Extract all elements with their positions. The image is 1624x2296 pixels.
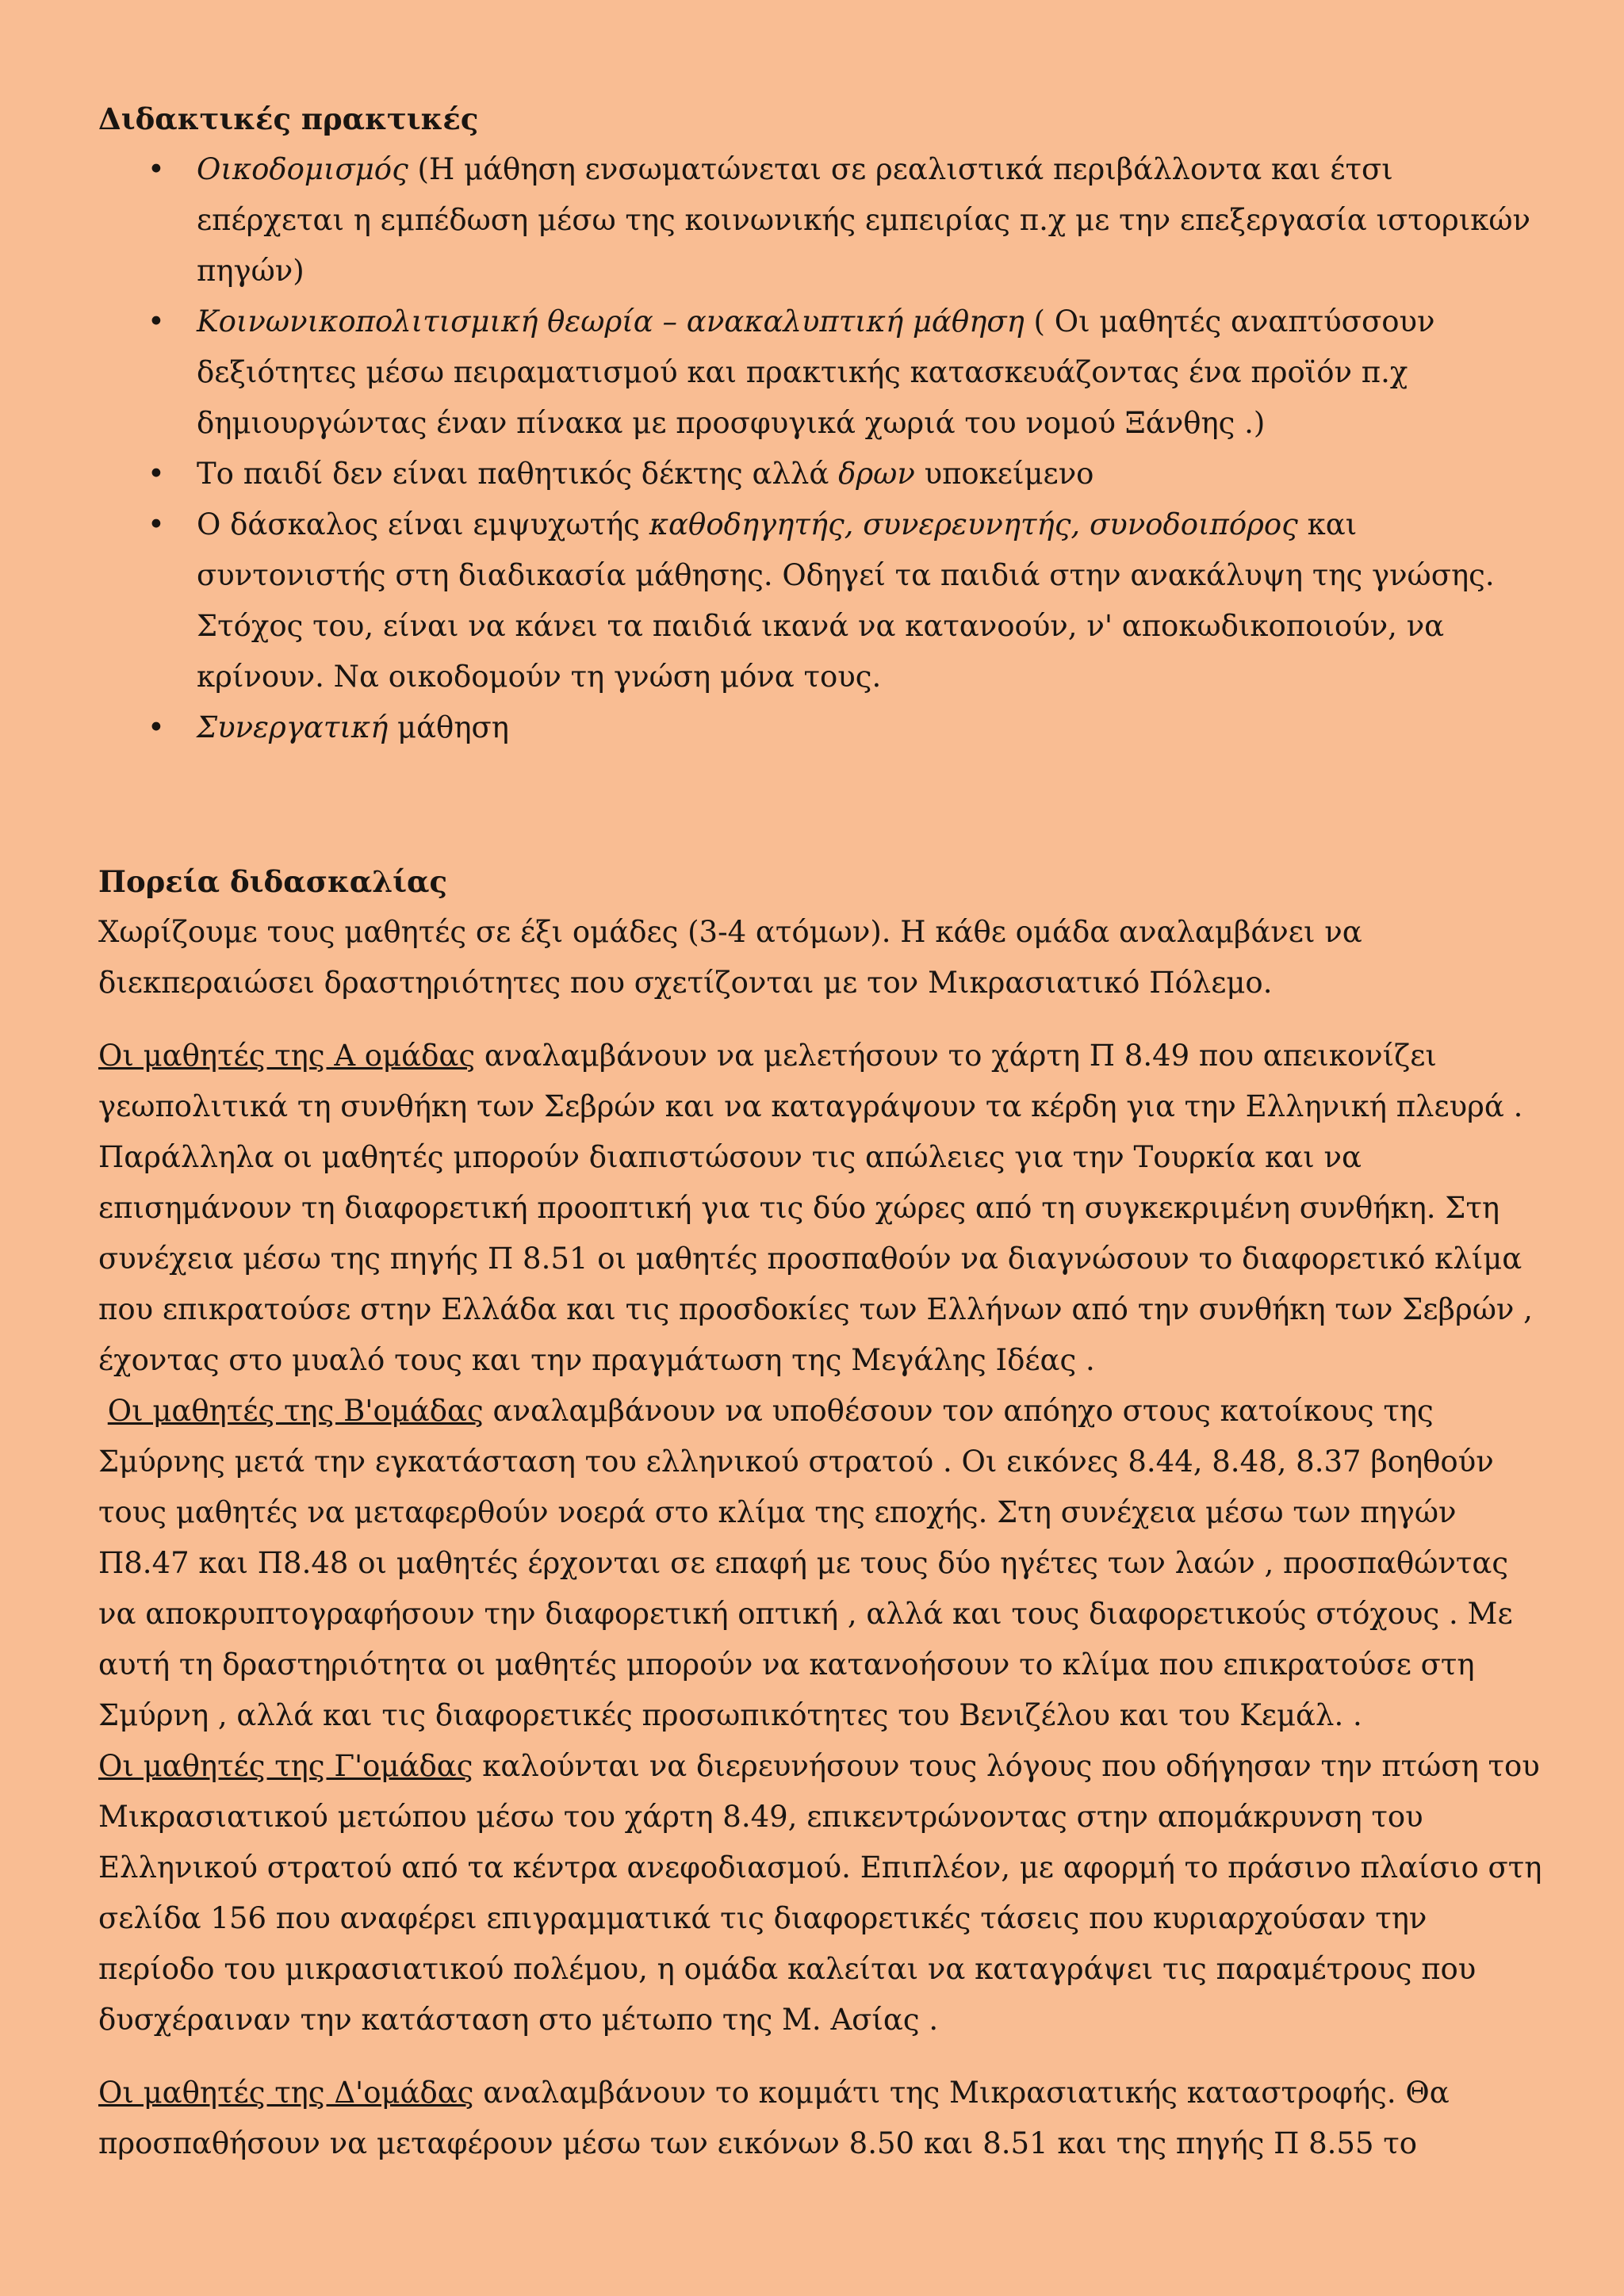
list-item: • Οικοδομισμός (Η μάθηση ενσωματώνεται σε ρεαλιστικά περιβάλλοντα και έτσι επέρχεται η εμπέδωση μέσω της κοινωνικής εμπειρίας π.χ με την επεξεργασία ιστορικών πηγών) [197, 144, 1549, 297]
intro-paragraph: Χωρίζουμε τους μαθητές σε έξι ομάδες (3-4 ατόμων). Η κάθε ομάδα αναλαμβάνει να διεκπεραιώσει δραστηριότητες που σχετίζονται με τον Μικρασιατικό Πόλεμο. [98, 915, 1362, 1000]
document-page [98, 94, 1549, 2169]
list-item: • Ο δάσκαλος είναι εμψυχωτής καθοδηγητής, συνερευνητής, συνοδοιπόρος και συντονιστής στη διαδικασία μάθησης. Οδηγεί τα παιδιά στην ανακάλυψη της γνώσης. Στόχος του, είναι να κάνει τα παιδιά ικανά να κατανοούν, ν' αποκωδικοποιούν, να κρίνουν. Να οικοδομούν τη γνώση μόνα τους. [197, 499, 1549, 702]
list-item: • Συνεργατική μάθηση [197, 702, 1549, 753]
section-title-teaching-course: Πορεία διδασκαλίας [98, 864, 448, 899]
teaching-practices-list [98, 144, 1549, 753]
section-title-teaching-practices: Διδακτικές πρακτικές [98, 101, 479, 136]
list-item: • Το παιδί δεν είναι παθητικός δέκτης αλλά δρων υποκείμενο [197, 449, 1549, 499]
group-a-paragraph: Οι μαθητές της Α ομάδας αναλαμβάνουν να μελετήσουν το χάρτη Π 8.49 που απεικονίζει γεωπολιτικά τη συνθήκη των Σεβρών και να καταγράψουν τα κέρδη για την Ελληνική πλευρά . Παράλληλα οι μαθητές μπορούν διαπιστώσουν τις απώλειες για την Τουρκία και να επισημάνουν τη διαφορετική προοπτική για τις δύο χώρες από τη συγκεκριμένη συνθήκη. Στη συνέχεια μέσω της πηγής Π 8.51 οι μαθητές προσπαθούν να διαγνώσουν το διαφορετικό κλίμα που επικρατούσε στην Ελλάδα και τις προσδοκίες των Ελλήνων από την συνθήκη των Σεβρών , έχοντας στο μυαλό τους και την πραγμάτωση της Μεγάλης Ιδέας . [98, 1039, 1533, 1377]
group-c-label: Οι μαθητές της Γ'ομάδας [98, 1749, 473, 1783]
group-b-paragraph: Οι μαθητές της Β'ομάδας αναλαμβάνουν να υποθέσουν τον απόηχο στους κατοίκους της Σμύρνης μετά την εγκατάσταση του ελληνικού στρατού . Οι εικόνες 8.44, 8.48, 8.37 βοηθούν τους μαθητές να μεταφερθούν νοερά στο κλίμα της εποχής. Στη συνέχεια μέσω των πηγών Π8.47 και Π8.48 οι μαθητές έρχονται σε επαφή με τους δύο ηγέτες των λαών , προσπαθώντας να αποκρυπτογραφήσουν την διαφορετική οπτική , αλλά και τους διαφορετικούς στόχους . Με αυτή τη δραστηριότητα οι μαθητές μπορούν να κατανοήσουν το κλίμα που επικρατούσε στη Σμύρνη , αλλά και τις διαφορετικές προσωπικότητες του Βενιζέλου και του Κεμάλ. . [98, 1394, 1513, 1732]
list-item: • Κοινωνικοπολιτισμική θεωρία – ανακαλυπτική μάθηση ( Οι μαθητές αναπτύσσουν δεξιότητες μέσω πειραματισμού και πρακτικής κατασκευάζοντας ένα προϊόν π.χ δημιουργώντας έναν πίνακα με προσφυγικά χωριά του νομού Ξάνθης .) [197, 297, 1549, 449]
group-a-label: Οι μαθητές της Α ομάδας [98, 1039, 476, 1073]
group-b-label: Οι μαθητές της Β'ομάδας [107, 1394, 484, 1428]
group-d-paragraph: Οι μαθητές της Δ'ομάδας αναλαμβάνουν το κομμάτι της Μικρασιατικής καταστροφής. Θα προσπαθήσουν να μεταφέρουν μέσω των εικόνων 8.50 και 8.51 και της πηγής Π 8.55 το [98, 2076, 1450, 2160]
group-d-label: Οι μαθητές της Δ'ομάδας [98, 2076, 474, 2110]
group-c-paragraph: Οι μαθητές της Γ'ομάδας καλούνται να διερευνήσουν τους λόγους που οδήγησαν την πτώση του Μικρασιατικού μετώπου μέσω του χάρτη 8.49, επικεντρώνοντας στην απομάκρυνση του Ελληνικού στρατού από τα κέντρα ανεφοδιασμού. Επιπλέον, με αφορμή το πράσινο πλαίσιο στη σελίδα 156 που αναφέρει επιγραμματικά τις διαφορετικές τάσεις που κυριαρχούσαν την περίοδο του μικρασιατικού πολέμου, η ομάδα καλείται να καταγράψει τις παραμέτρους που δυσχέραιναν την κατάσταση στο μέτωπο της Μ. Ασίας . [98, 1749, 1542, 2037]
